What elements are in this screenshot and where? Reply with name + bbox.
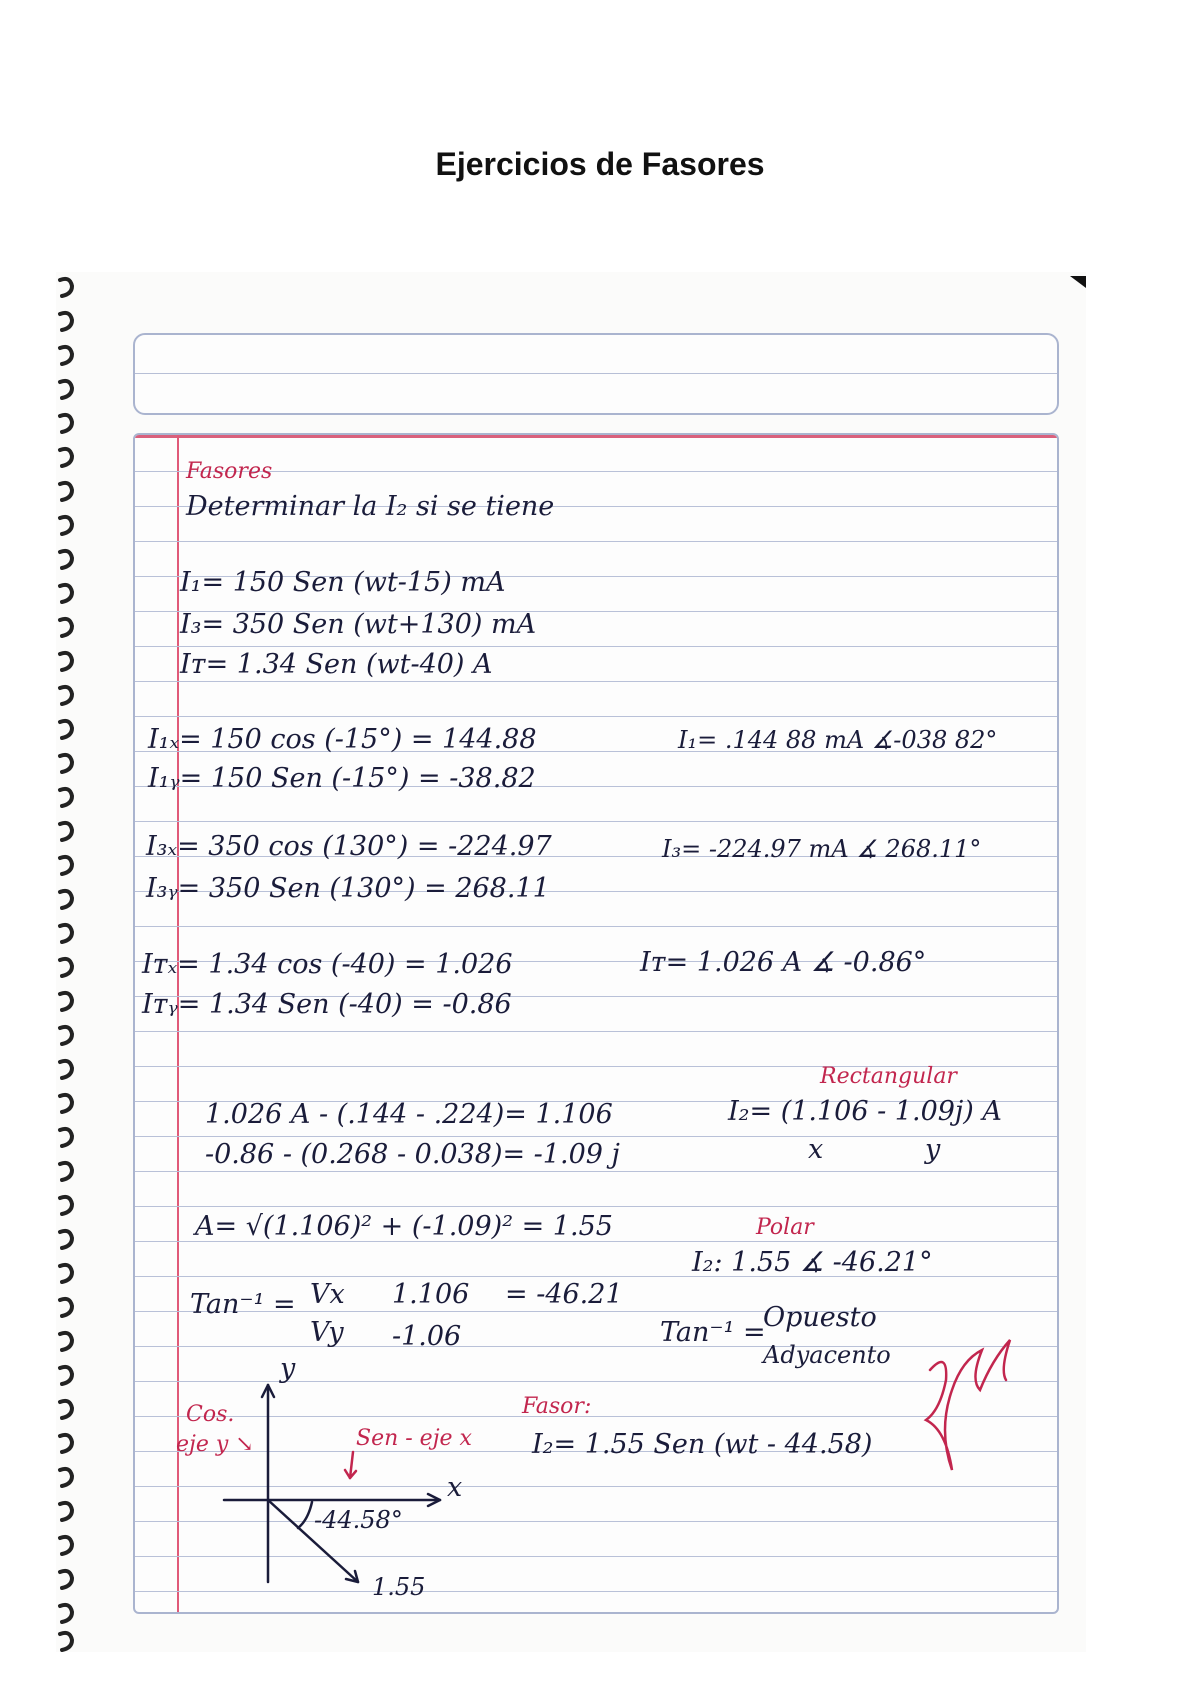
given-i1: I₁= 150 Sen (wt-15) mA: [180, 567, 506, 598]
subtraction-x: 1.026 A - (.144 - .224)= 1.106: [205, 1099, 613, 1130]
tan-frac-denominator: -1.06: [392, 1321, 462, 1352]
phasor-vector: [268, 1500, 358, 1582]
i1-x-component: I₁ₓ= 150 cos (-15°) = 144.88: [148, 724, 537, 755]
heading-fasores: Fasores: [186, 459, 273, 484]
angle-arc: [298, 1502, 312, 1528]
tan-vy: Vy: [310, 1317, 344, 1348]
polar-result: I₂: 1.55 ∡ -46.21°: [692, 1247, 933, 1278]
rectangular-x-tag: x: [808, 1134, 824, 1165]
i3-y-component: I₃ᵧ= 350 Sen (130°) = 268.11: [146, 873, 550, 904]
tan-frac-numerator: 1.106: [392, 1279, 470, 1310]
tan-result: = -46.21: [505, 1279, 623, 1310]
it-phasor: Iᴛ= 1.026 A ∡ -0.86°: [640, 947, 927, 978]
sketch-angle-label: -44.58°: [314, 1506, 403, 1534]
sketch-y-axis-label: y: [280, 1353, 296, 1384]
rectangular-result: I₂= (1.106 - 1.09j) A: [728, 1096, 1002, 1127]
tan-def-lhs: Tan⁻¹ =: [660, 1317, 766, 1348]
document-title: Ejercicios de Fasores: [435, 146, 765, 182]
given-it: Iᴛ= 1.34 Sen (wt-40) A: [180, 649, 493, 680]
sketch-cos-label: Cos.: [186, 1402, 235, 1427]
rectangular-y-tag: y: [925, 1134, 941, 1165]
problem-statement: Determinar la I₂ si se tiene: [186, 491, 555, 522]
i1-y-component: I₁ᵧ= 150 Sen (-15°) = -38.82: [148, 763, 536, 794]
fasor-result: I₂= 1.55 Sen (wt - 44.58): [532, 1429, 873, 1460]
tan-vx: Vx: [310, 1279, 345, 1310]
tan-def-numerator: Opuesto: [763, 1302, 877, 1333]
it-x-component: Iᴛₓ= 1.34 cos (-40) = 1.026: [142, 949, 513, 980]
rectangular-label: Rectangular: [820, 1064, 957, 1089]
magnitude-formula: A= √(1.106)² + (-1.09)² = 1.55: [195, 1211, 613, 1242]
sketch-sen-label: Sen - eje x: [356, 1426, 472, 1451]
fasor-label: Fasor:: [522, 1394, 592, 1419]
i3-x-component: I₃ₓ= 350 cos (130°) = -224.97: [146, 831, 552, 862]
it-y-component: Iᴛᵧ= 1.34 Sen (-40) = -0.86: [142, 989, 512, 1020]
signature: [926, 1340, 1010, 1470]
sketch-magnitude-label: 1.55: [372, 1573, 426, 1601]
tan-def-denominator: Adyacento: [763, 1341, 891, 1369]
sketch-cos-label-2: eje y ↘: [176, 1432, 254, 1457]
polar-label: Polar: [756, 1215, 814, 1240]
sketch-x-axis-label: x: [447, 1472, 463, 1503]
subtraction-y: -0.86 - (0.268 - 0.038)= -1.09 j: [205, 1139, 620, 1170]
i1-phasor: I₁= .144 88 mA ∡-038 82°: [678, 726, 998, 754]
i3-phasor: I₃= -224.97 mA ∡ 268.11°: [662, 835, 982, 863]
given-i3: I₃= 350 Sen (wt+130) mA: [180, 609, 537, 640]
tan-lhs: Tan⁻¹ =: [190, 1289, 296, 1320]
